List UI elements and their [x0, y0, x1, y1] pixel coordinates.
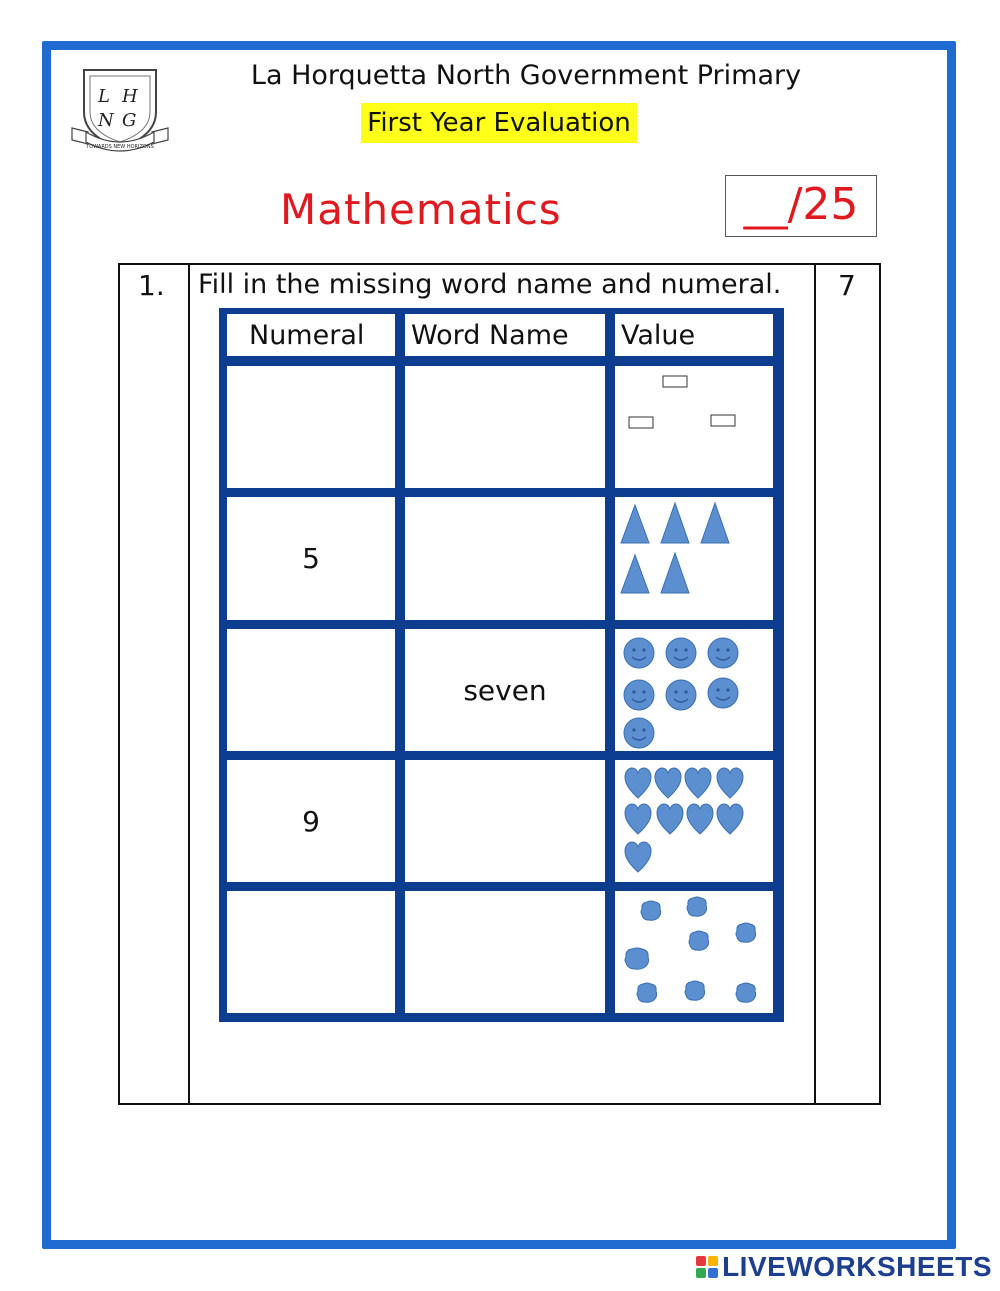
- column-divider: [188, 265, 190, 1103]
- rectangle-icon: [629, 417, 653, 428]
- word-cell-4[interactable]: [405, 760, 605, 882]
- question-number: 1.: [138, 269, 165, 302]
- blob-icon: [736, 983, 756, 1002]
- value-cell-2: [615, 497, 773, 620]
- heart-icon: [685, 768, 711, 798]
- value-cell-5: [615, 891, 773, 1013]
- rectangle-icon: [663, 376, 687, 387]
- value-shapes: [615, 891, 773, 1013]
- blob-icon: [736, 923, 756, 942]
- question-marks: 7: [838, 269, 856, 302]
- word-cell-1[interactable]: [405, 366, 605, 488]
- logo-letter-3: N: [98, 110, 114, 131]
- word-cell-2[interactable]: [405, 497, 605, 620]
- numeral-cell-3[interactable]: [227, 629, 395, 751]
- question-text: Fill in the missing word name and numeral.: [198, 269, 782, 300]
- heart-icon: [625, 842, 651, 872]
- numeral-cell-5[interactable]: [227, 891, 395, 1013]
- heart-icon: [717, 768, 743, 798]
- liveworksheets-watermark[interactable]: [696, 1251, 992, 1283]
- school-name: La Horquetta North Government Primary: [250, 60, 802, 91]
- header-value: Value: [615, 314, 773, 356]
- value-shapes: [615, 629, 773, 751]
- numeral-text: 9: [302, 804, 320, 838]
- triangle-icon: [661, 553, 689, 593]
- blob-icon: [625, 948, 649, 969]
- logo-letter-2: H: [122, 86, 138, 107]
- heart-icon: [625, 804, 651, 834]
- value-shapes: [615, 366, 773, 488]
- heart-icon: [717, 804, 743, 834]
- school-logo: [70, 62, 170, 158]
- numeral-cell-1[interactable]: [227, 366, 395, 488]
- blob-icon: [637, 983, 657, 1002]
- heart-icon: [625, 768, 651, 798]
- evaluation-label: First Year Evaluation: [361, 103, 637, 143]
- rectangle-icon: [711, 415, 735, 426]
- blob-icon: [689, 931, 709, 950]
- triangle-icon: [661, 503, 689, 543]
- blob-icon: [685, 981, 705, 1000]
- blob-icon: [641, 901, 661, 920]
- blob-icon: [687, 897, 707, 916]
- header-word-name: Word Name: [405, 314, 605, 356]
- logo-letter-4: G: [122, 110, 137, 131]
- triangle-icon: [701, 503, 729, 543]
- liveworksheets-logo-icon: [696, 1256, 718, 1278]
- smiley-icon: [708, 638, 738, 668]
- value-cell-1: [615, 366, 773, 488]
- header-numeral: Numeral: [227, 314, 395, 356]
- numeral-cell-2[interactable]: [227, 497, 395, 620]
- logo-motto: TOWARDS NEW HORIZONS: [86, 144, 154, 150]
- word-text: seven: [463, 673, 547, 707]
- value-cell-4: [615, 760, 773, 882]
- value-shapes: [615, 497, 773, 620]
- numeral-cell-4[interactable]: [227, 760, 395, 882]
- value-cell-3: [615, 629, 773, 751]
- subject-title: Mathematics: [280, 185, 562, 234]
- triangle-icon: [621, 555, 649, 593]
- word-cell-3[interactable]: [405, 629, 605, 751]
- heart-icon: [655, 768, 681, 798]
- heart-icon: [687, 804, 713, 834]
- value-shapes: [615, 760, 773, 882]
- smiley-icon: [666, 638, 696, 668]
- smiley-icon: [708, 678, 738, 708]
- score-box[interactable]: __/25: [725, 175, 877, 237]
- logo-letter-1: L: [98, 86, 110, 107]
- smiley-icon: [624, 718, 654, 748]
- numeral-table: [219, 308, 784, 1022]
- smiley-icon: [624, 638, 654, 668]
- column-divider: [814, 265, 816, 1103]
- heart-icon: [657, 804, 683, 834]
- watermark-text: LIVEWORKSHEETS: [722, 1251, 992, 1282]
- triangle-icon: [621, 505, 649, 543]
- numeral-text: 5: [302, 542, 320, 575]
- smiley-icon: [666, 680, 696, 710]
- smiley-icon: [624, 680, 654, 710]
- word-cell-5[interactable]: [405, 891, 605, 1013]
